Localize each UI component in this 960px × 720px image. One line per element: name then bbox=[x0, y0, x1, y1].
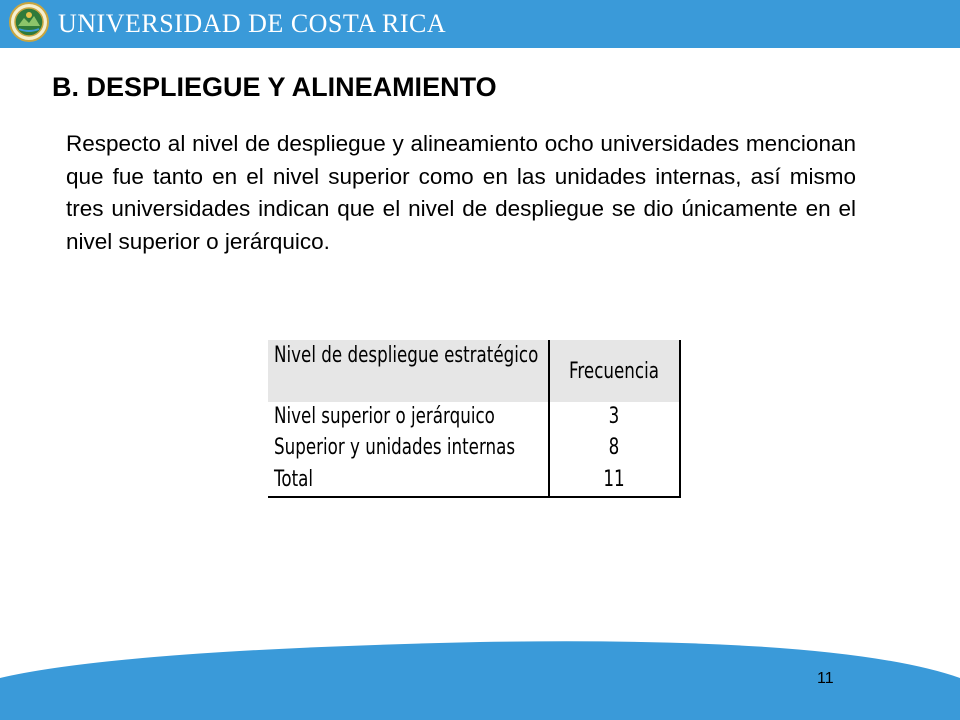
university-seal-icon bbox=[9, 2, 49, 42]
footer-wave bbox=[0, 640, 960, 720]
slide-title: B. DESPLIEGUE Y ALINEAMIENTO bbox=[52, 72, 497, 102]
table-row-label: Total bbox=[274, 467, 314, 492]
table-row-value: 8 bbox=[608, 435, 620, 460]
table-bottom-border bbox=[268, 496, 681, 498]
table-header-level: Nivel de despliegue estratégico bbox=[274, 343, 539, 368]
university-name: UNIVERSIDAD DE COSTA RICA bbox=[58, 9, 447, 38]
table-right-border bbox=[679, 340, 681, 498]
header-bar bbox=[0, 0, 960, 48]
table-header-frequency: Frecuencia bbox=[569, 359, 659, 384]
page-number: 11 bbox=[817, 670, 834, 687]
frequency-table bbox=[268, 340, 682, 498]
table-row-label: Superior y unidades internas bbox=[274, 435, 516, 460]
table-row-label: Nivel superior o jerárquico bbox=[274, 404, 495, 429]
table-row-value: 11 bbox=[603, 467, 625, 492]
table-row-value: 3 bbox=[608, 404, 620, 429]
table-column-divider bbox=[548, 340, 550, 498]
body-paragraph: Respecto al nivel de despliegue y alineamiento ocho universidades mencionan que fue tanto en el nivel superior como en las unidades internas, así mismo tres universidades indican que el nivel de despliegue se dio únicamente en el nivel superior o jerárquico. bbox=[66, 131, 856, 254]
